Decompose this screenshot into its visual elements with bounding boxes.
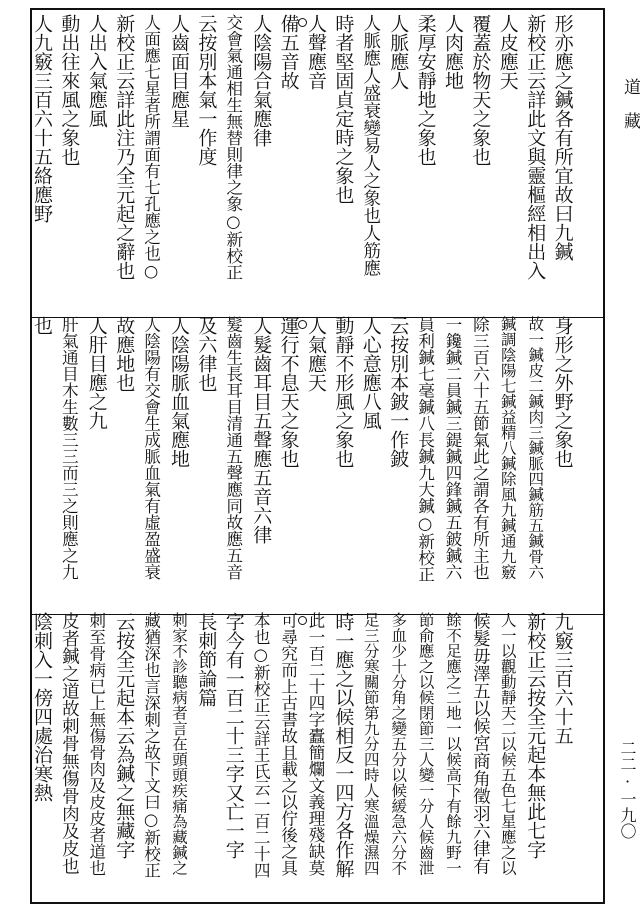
- text-column: 人脈應人: [387, 14, 410, 90]
- text-column: 也: [31, 316, 53, 335]
- text-column: 除三百六十五節氣此之謂各有所主也: [470, 316, 490, 580]
- text-column: 刺家不診聽病者言在頭頭疾痛為藏鍼之: [170, 612, 188, 876]
- text-column: 時一應之以候相反一四方各作解: [332, 612, 355, 878]
- text-column: 形亦應之鍼各有所宜故曰九鍼: [551, 14, 574, 261]
- text-column: 故一鍼皮二鍼肉三鍼脈四鍼筋五鍼骨六: [526, 316, 545, 580]
- heading-circle-marker: [298, 320, 307, 329]
- text-column: 人氣應天: [305, 316, 327, 392]
- text-column: 人肉應地: [442, 14, 464, 90]
- text-column: 人陰陽有交會生成脈血氣有虛盈盛衰: [141, 316, 161, 580]
- text-column: 本也○新校正云詳王氏云一百二十四: [251, 612, 271, 879]
- text-column: 長刺節論篇: [195, 612, 218, 707]
- text-column: 新校正云詳此文與靈樞經相出入: [524, 14, 547, 280]
- collection-title: 道 藏: [620, 78, 640, 129]
- text-column: 髮齒生長耳目清通五聲應同故應五音: [223, 316, 243, 580]
- text-column: 動靜不形風之象也: [332, 316, 355, 468]
- text-column: 運行不息天之象也: [277, 316, 300, 468]
- text-column: 云按別本氣一作度: [195, 14, 218, 166]
- text-column: 人陰陽合氣應律: [250, 14, 273, 147]
- text-column: 人面應七星者所謂面有七孔應之也○: [141, 14, 161, 281]
- text-column: 員利鍼七毫鍼八長鍼九大鍼○新校正: [415, 316, 435, 583]
- text-column: 云按別本鈹一作鈹: [387, 316, 410, 468]
- text-column: 故應地也: [113, 316, 136, 392]
- text-column: 餘不足應之二地一以候高下有餘九野一: [444, 612, 462, 876]
- text-column: 新校正云詳此注乃全元起之辭也: [113, 14, 136, 280]
- text-column: 新校正云按全元起本無此七字: [524, 612, 547, 859]
- text-column: 動出往來風之象也: [58, 14, 81, 166]
- text-column: 人心意應八風: [359, 316, 382, 430]
- heading-circle-marker: [298, 616, 307, 625]
- text-column: 可尋究而上古書故且載之以佇後之具: [278, 612, 298, 876]
- text-column: 云按全元起本云為鍼之無藏字: [113, 612, 136, 859]
- text-column: 陰刺入一傍四處治寒熱: [31, 612, 53, 802]
- text-column: 肝氣通目木生數三三而三之則應之九: [59, 316, 79, 580]
- text-column: 備五音故: [277, 14, 300, 90]
- page-number: 二二·一九〇: [618, 740, 637, 839]
- text-column: 身形之外野之象也: [551, 316, 574, 468]
- text-column: 及六律也: [195, 316, 218, 392]
- text-column: 人聲應音: [305, 14, 327, 90]
- text-column: 人一以觀動靜天二以候五色七星應之以: [498, 612, 517, 876]
- text-column: 足三分寒關節第九分四時人寒溫燥濕四: [361, 612, 380, 876]
- text-column: 候髮毋澤五以候宮商角徵羽六律有: [470, 612, 491, 875]
- text-column: 皮者鍼之道故刺骨無傷骨肉及皮也: [59, 612, 80, 875]
- text-column: 人陰陽脈血氣應地: [168, 316, 190, 468]
- text-column: 覆蓋於物天之象也: [469, 14, 492, 166]
- text-column: 多血少十分角之變五分以候緩急六分不: [389, 612, 408, 876]
- text-column: 藏猶深也言深刺之故下文曰○新校正: [141, 612, 161, 879]
- text-column: 時者堅固貞定時之象也: [332, 14, 355, 204]
- heading-circle-marker: [298, 18, 307, 27]
- text-column: 一鑱鍼二員鍼三鍉鍼四鋒鍼五鈹鍼六: [443, 316, 462, 580]
- text-column: 人髮齒耳目五聲應五音六律: [250, 316, 273, 544]
- text-column: 人脈應人盛衰變易人之象也人筋應: [360, 14, 381, 277]
- text-column: 節俞應之以候閉節三人變一分人候齒泄: [416, 612, 435, 876]
- text-column: 人肝目應之九: [85, 316, 108, 430]
- text-column: 人九竅三百六十五絡應野: [31, 14, 53, 223]
- text-column: 九竅三百六十五: [551, 612, 574, 745]
- text-column: 刺至骨病已上無傷骨肉及皮皮者道也: [86, 612, 106, 876]
- text-column: 柔厚安靜地之象也: [414, 14, 437, 166]
- text-column: 此一百二十四字蠹簡爛文義理殘缺莫: [306, 612, 325, 876]
- text-column: 字今有一百二十三字又亡一字: [222, 612, 245, 859]
- text-column: 人齒面目應星: [168, 14, 190, 128]
- text-column: 交會氣通相生無替則律之象○新校正: [223, 14, 243, 281]
- text-column: 鍼調陰陽七鍼益精八鍼除風九鍼通九竅: [498, 316, 517, 580]
- text-column: 人皮應天: [496, 14, 519, 90]
- text-column: 人出入氣應風: [85, 14, 108, 128]
